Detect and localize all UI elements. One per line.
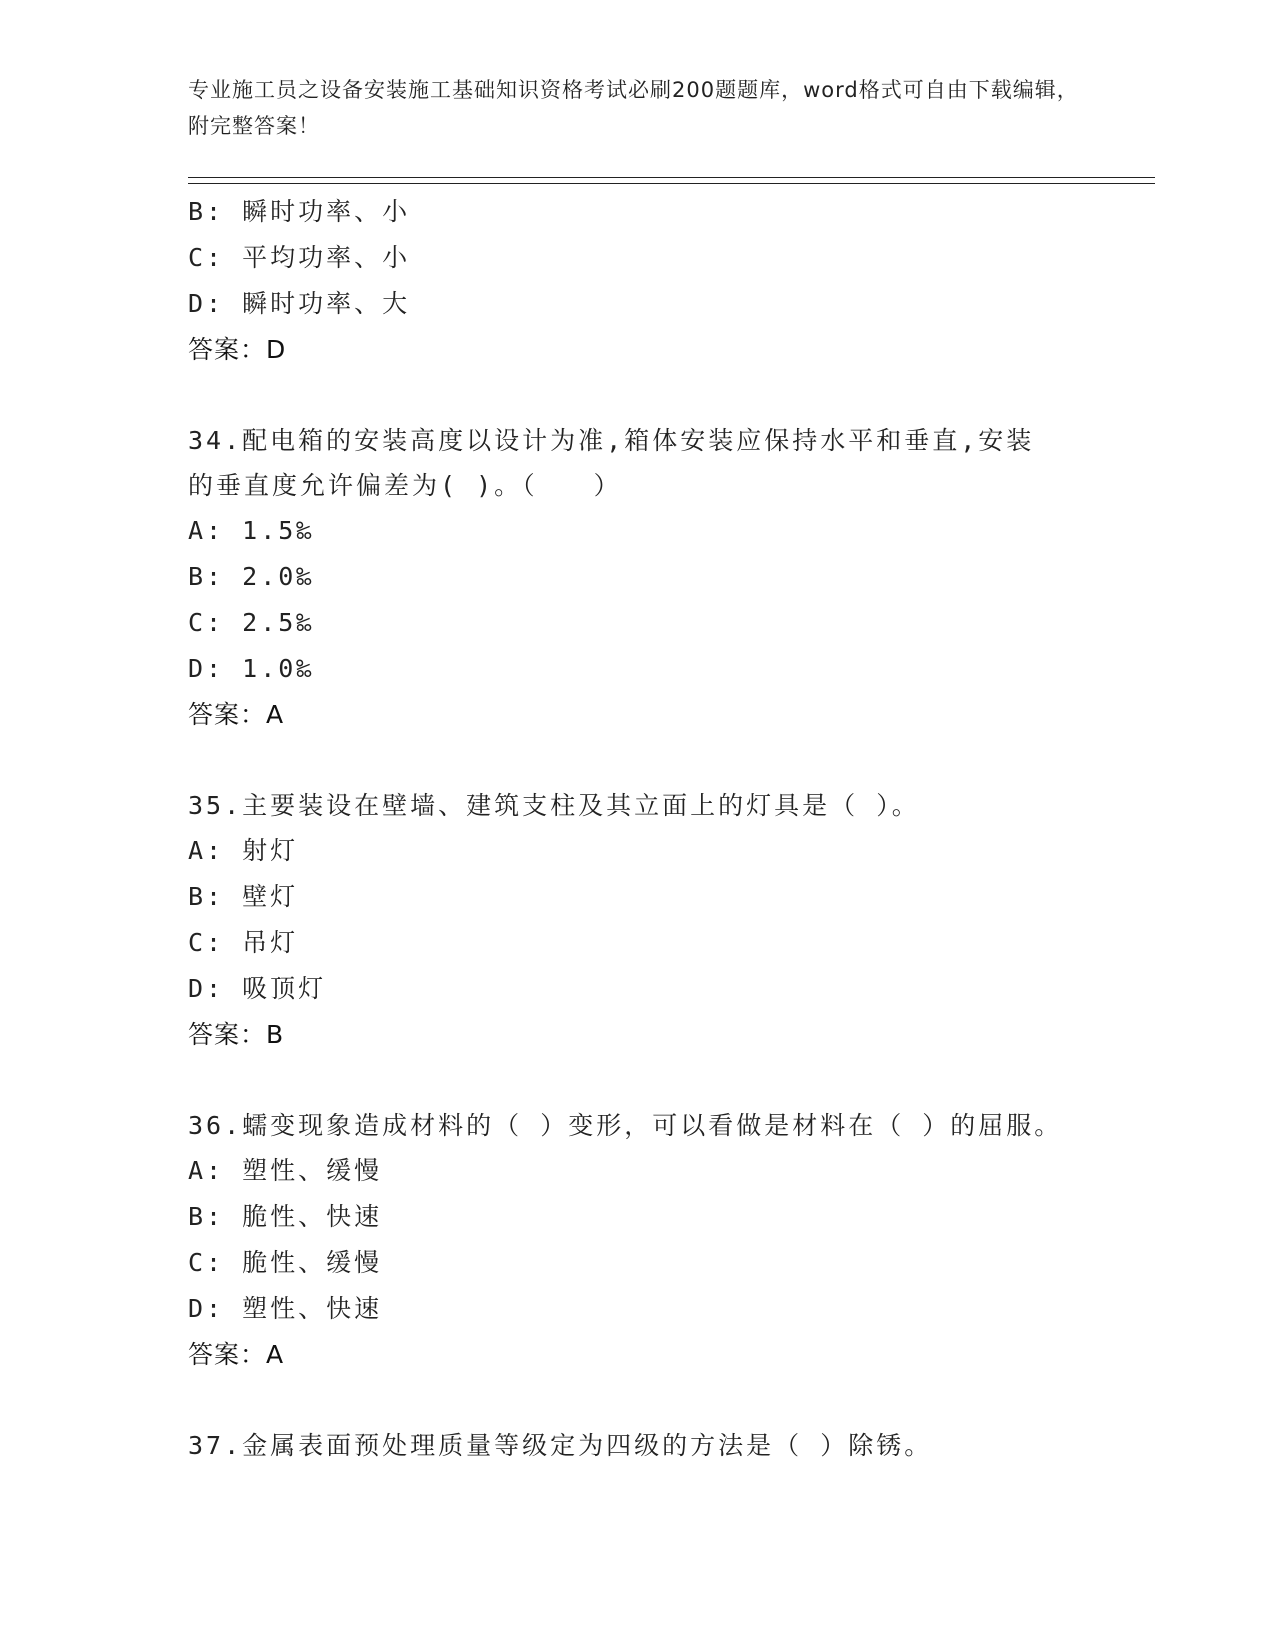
question-36	[188, 1103, 1088, 1378]
option-c: C: 吊灯	[188, 928, 299, 957]
question-text: 34.配电箱的安装高度以设计为准,箱体安装应保持水平和垂直,安装的垂直度允许偏差为( )。（ ）	[188, 426, 1035, 500]
option-c: C: 2.5‰	[188, 608, 315, 637]
answer: 答案：A	[188, 1340, 285, 1369]
question-35	[188, 783, 1088, 1058]
option-d: D: 塑性、快速	[188, 1294, 383, 1323]
question-text: 37.金属表面预处理质量等级定为四级的方法是（ ）除锈。	[188, 1431, 933, 1460]
question-34	[188, 418, 1088, 738]
answer: 答案：B	[188, 1020, 285, 1049]
document-header: 专业施工员之设备安装施工基础知识资格考试必刷200题题库，word格式可自由下载编辑，附完整答案！	[188, 78, 1079, 138]
option-a: A: 1.5‰	[188, 516, 315, 545]
question-list	[188, 189, 1088, 1468]
option-a: A: 射灯	[188, 836, 299, 865]
option-b: B: 瞬时功率、小	[188, 197, 411, 226]
option-c: C: 脆性、缓慢	[188, 1248, 383, 1277]
option-b: B: 壁灯	[188, 882, 299, 911]
option-b: B: 脆性、快速	[188, 1202, 383, 1231]
answer: 答案：D	[188, 335, 287, 364]
option-b: B: 2.0‰	[188, 562, 315, 591]
header-rule-top	[188, 177, 1155, 178]
option-d: D: 1.0‰	[188, 654, 315, 683]
header-rule-bottom	[188, 183, 1155, 184]
option-c: C: 平均功率、小	[188, 243, 411, 272]
option-d: D: 瞬时功率、大	[188, 289, 411, 318]
option-a: A: 塑性、缓慢	[188, 1156, 383, 1185]
question-text: 36.蠕变现象造成材料的（ ）变形，可以看做是材料在（ ）的屈服。	[188, 1111, 1063, 1140]
question-text: 35.主要装设在壁墙、建筑支柱及其立面上的灯具是（ ）。	[188, 791, 920, 820]
question-33-continued	[188, 189, 1088, 373]
option-d: D: 吸顶灯	[188, 974, 327, 1003]
answer: 答案：A	[188, 700, 285, 729]
question-37	[188, 1423, 1088, 1468]
